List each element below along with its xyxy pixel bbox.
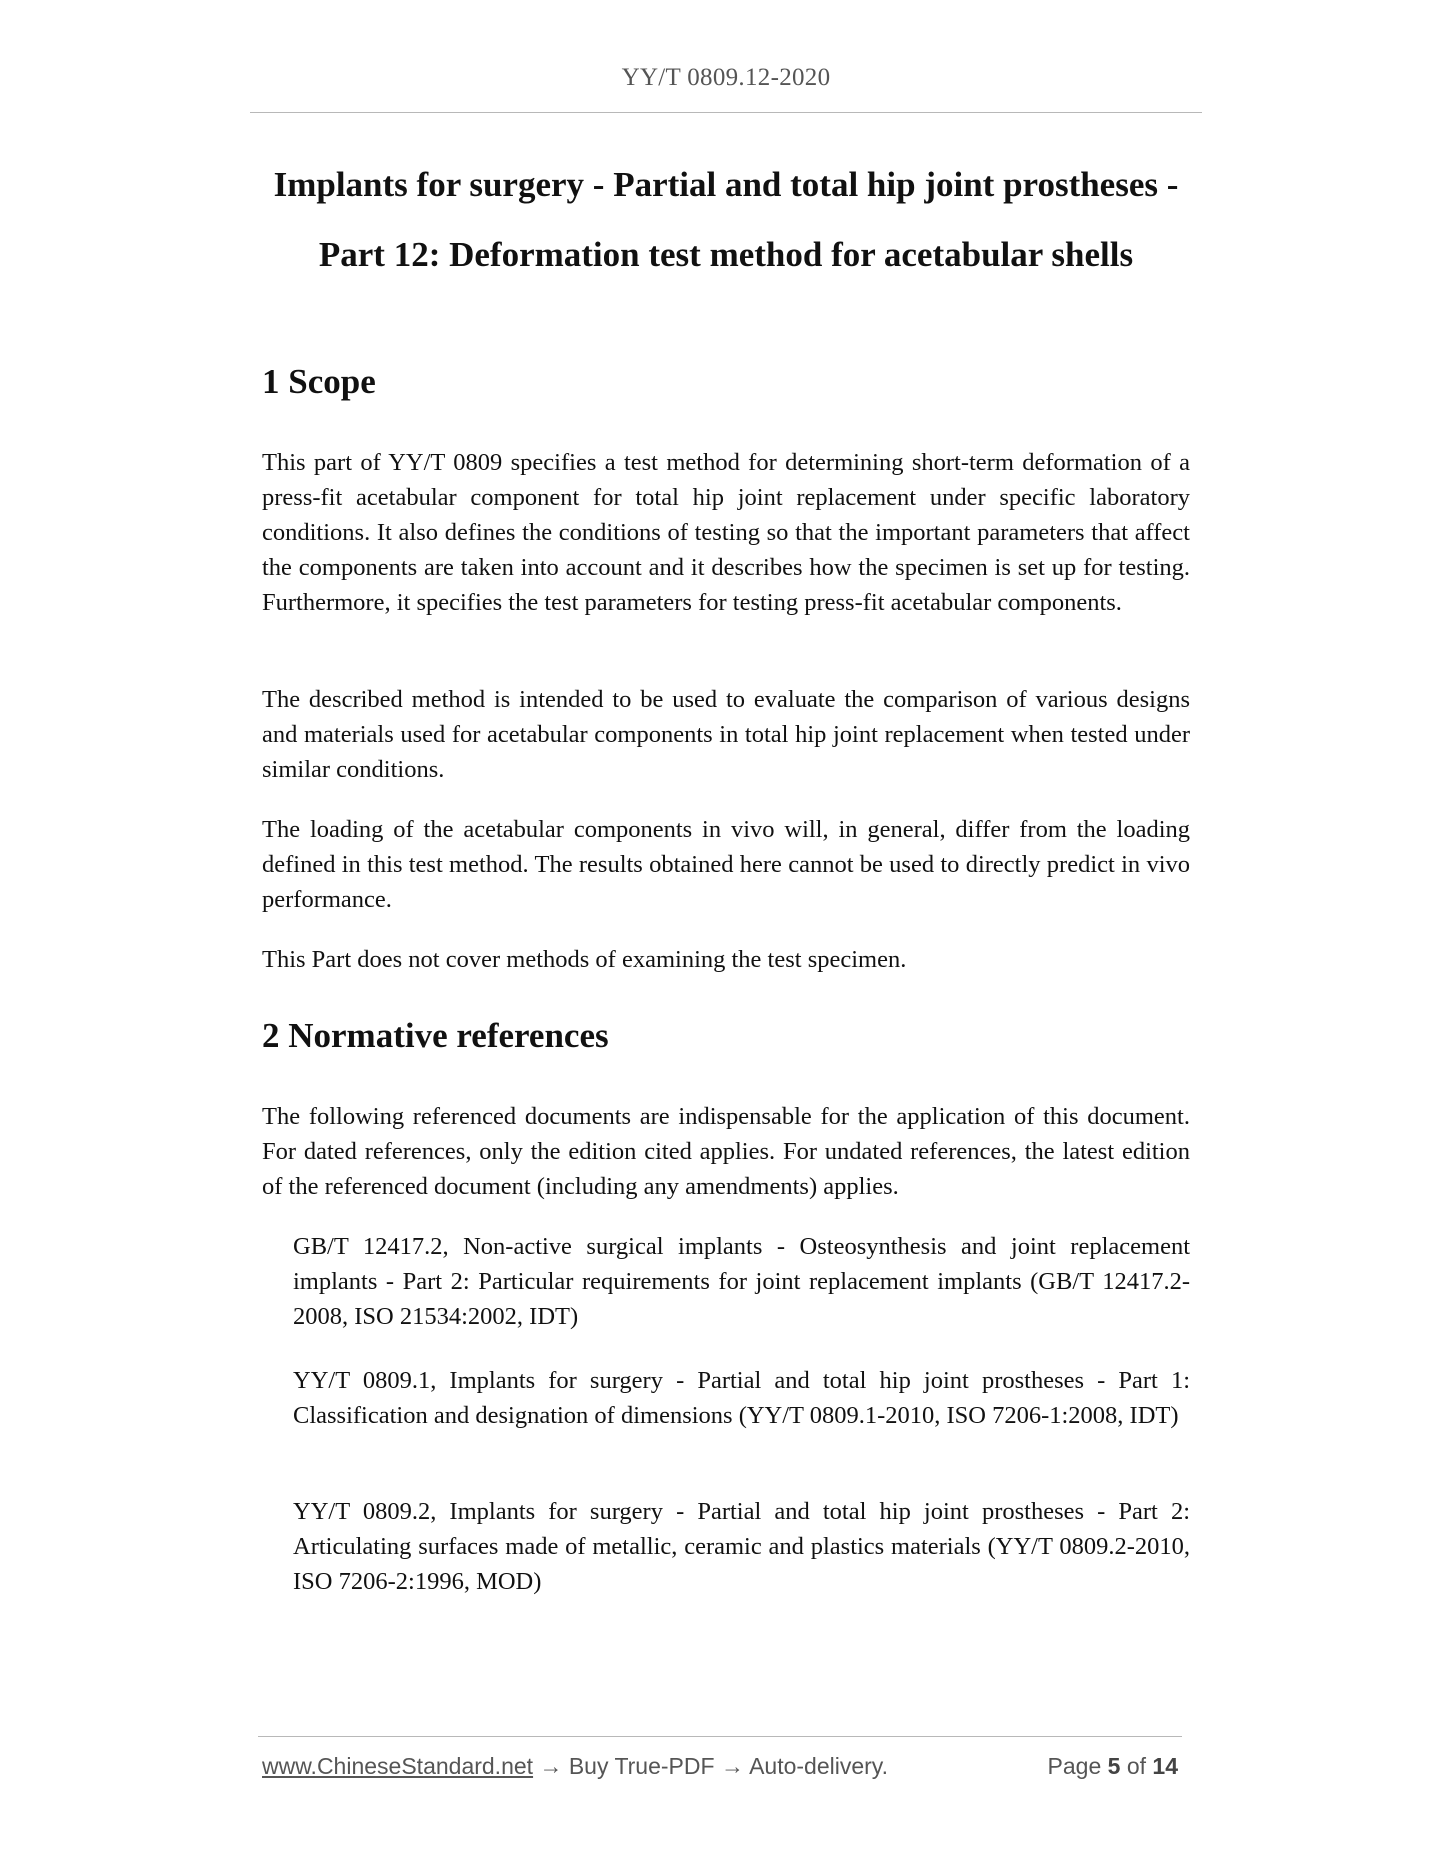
buy-pdf-text: Buy True-PDF: [568, 1753, 715, 1779]
page-footer: [262, 1753, 1182, 1780]
section-heading-scope: 1 Scope: [262, 362, 376, 401]
scope-paragraph-3: The loading of the acetabular components in vivo will, in general, differ from the loading defined in this test method. The results obtained here cannot be used to directly predict in vivo performance.: [262, 816, 1190, 913]
delivery-text: Auto-delivery.: [749, 1753, 888, 1779]
page-number: [1048, 1753, 1178, 1780]
document-title: [250, 150, 1202, 290]
scope-paragraph-4: This Part does not cover methods of examining the test specimen.: [262, 946, 907, 973]
document-title-line-1: Implants for surgery - Partial and total hip joint prostheses -: [273, 165, 1179, 204]
scope-paragraph-2: The described method is intended to be used to evaluate the comparison of various designs and materials used for acetabular components in total hip joint replacement when tested under similar conditions.: [262, 686, 1190, 783]
site-link[interactable]: www.ChineseStandard.net: [262, 1753, 534, 1779]
page-word: Page: [1047, 1753, 1102, 1779]
page-total: 14: [1152, 1753, 1178, 1779]
reference-item: YY/T 0809.2, Implants for surgery - Partial and total hip joint prostheses - Part 2: Articulating surfaces made of metallic, ceramic and plastics materials (YY/T 0809.2-2010, ISO 7206-2:1996, MOD): [293, 1498, 1190, 1595]
document-title-line-2: Part 12: Deformation test method for acetabular shells: [318, 235, 1134, 274]
arrow-icon: →: [533, 1753, 569, 1779]
reference-item: YY/T 0809.1, Implants for surgery - Partial and total hip joint prostheses - Part 1: Classification and designation of dimensions (YY/T 0809.1-2010, ISO 7206-1:2008, IDT): [293, 1367, 1190, 1429]
arrow-icon: →: [714, 1753, 750, 1779]
reference-item: GB/T 12417.2, Non-active surgical implants - Osteosynthesis and joint replacement implants - Part 2: Particular requirements for joint replacement implants (GB/T 12417.2-2008, ISO 21534:2002, IDT): [293, 1233, 1190, 1330]
scope-paragraph-1: This part of YY/T 0809 specifies a test method for determining short-term deformation of a press-fit acetabular component for total hip joint replacement under specific laboratory conditions. It also defines the conditions of testing so that the important parameters that affect the components are taken into account and it describes how the specimen is set up for testing. Furthermore, it specifies the test parameters for testing press-fit acetabular components.: [262, 449, 1190, 616]
header-rule: [250, 112, 1202, 113]
section-heading-normative-references: 2 Normative references: [262, 1016, 609, 1055]
page-current: 5: [1107, 1753, 1121, 1779]
normative-references-intro: The following referenced documents are indispensable for the application of this document. For dated references, only the edition cited applies. For undated references, the latest edition of the referenced document (including any amendments) applies.: [262, 1103, 1190, 1200]
page-of: of: [1126, 1753, 1147, 1779]
running-header: YY/T 0809.12-2020: [621, 64, 831, 91]
footer-rule: [258, 1736, 1182, 1737]
